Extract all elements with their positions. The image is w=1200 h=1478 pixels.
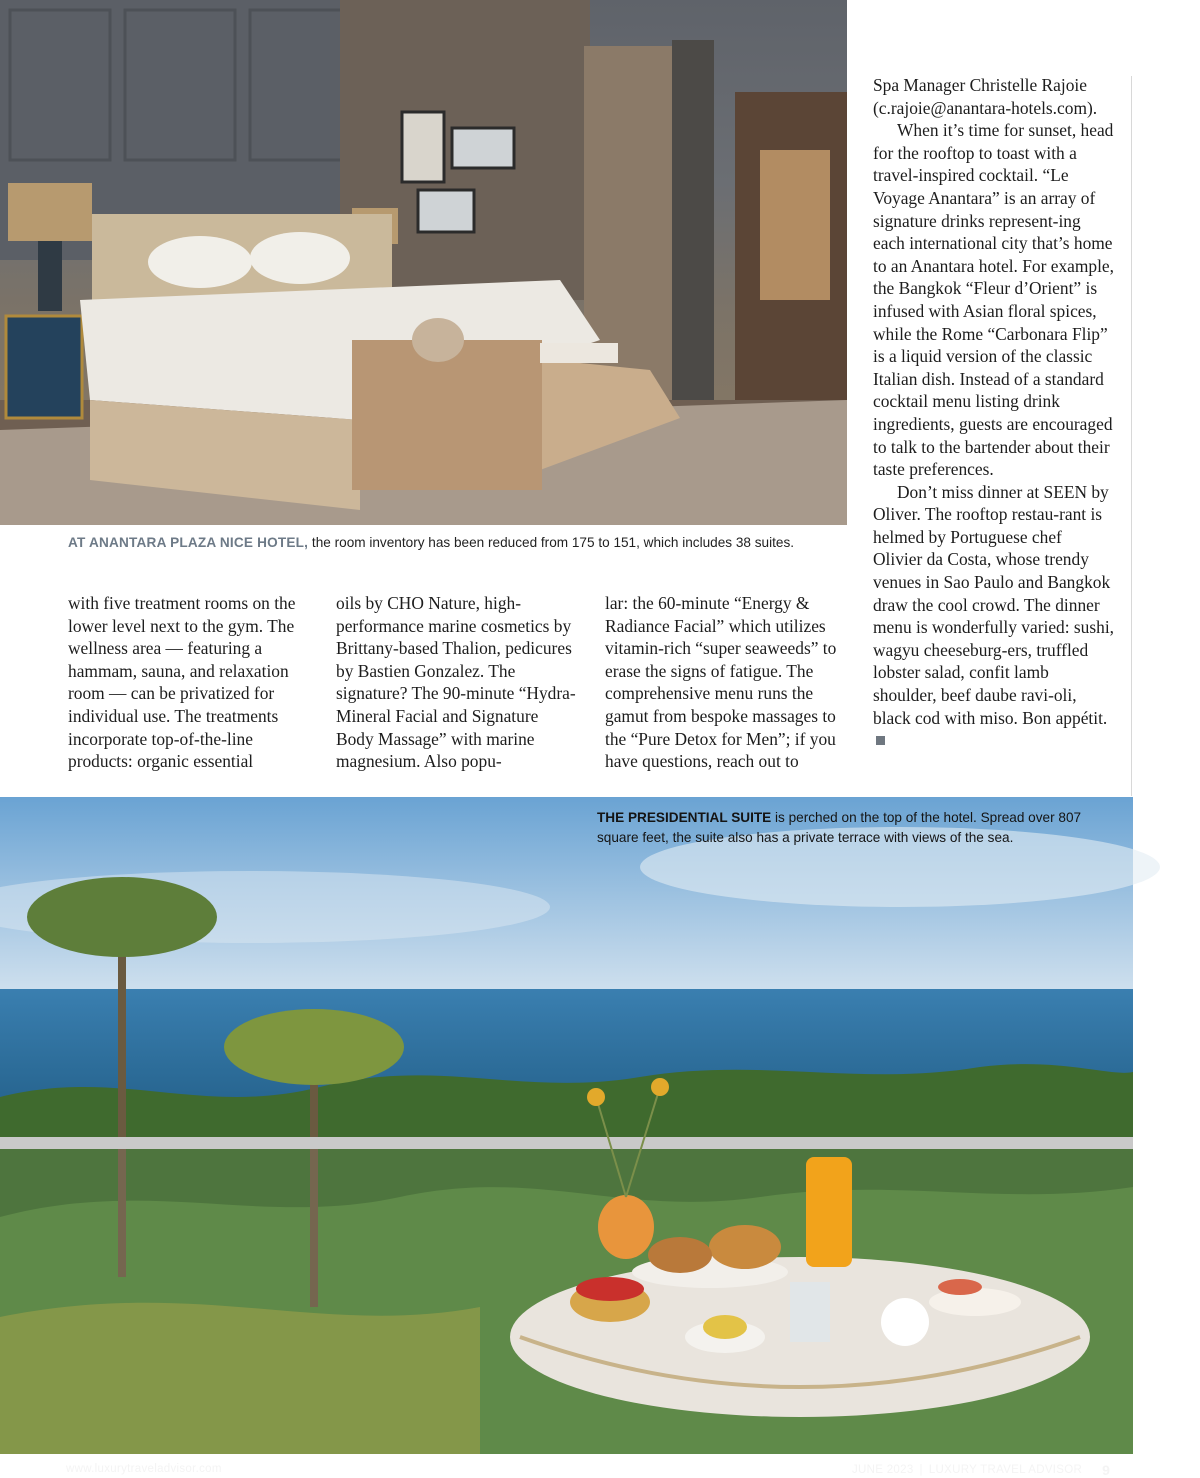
article-paragraph: When it’s time for sunset, head for the rooftop to toast with a travel-inspired cocktail. “Le Voyage Anantara” is an array of signature drinks represent-ing each international city that’s home to an Anantara hotel. For example, the Bangkok “Fleur d’Orient” is infused with Asian floral spices, while the Rome “Carbonara Flip” is a liquid version of the classic Italian dish. Instead of a standard cocktail menu listing drink ingredients, guests are encouraged to talk to the bartender about their taste preferences.: [873, 120, 1114, 480]
caption-text: is perched on the top of the hotel. Spread over 807 square feet, the suite also has a private terrace with views of the sea.: [597, 810, 1082, 845]
article-paragraph: [873, 481, 1115, 752]
caption-lead: THE PRESIDENTIAL SUITE: [597, 810, 772, 825]
article-column-1: with five treatment rooms on the lower level next to the gym. The wellness area — featuring a hammam, sauna, and relaxation room — can be privatized for individual use. The treatments incorporate top-of-the-line products: organic essential: [68, 593, 296, 772]
article-paragraph-text: Don’t miss dinner at SEEN by Oliver. The rooftop restau-rant is helmed by Portuguese chef Olivier da Costa, whose trendy venues in Sao Paulo and Bangkok draw the cool crowd. The dinner menu is wonderfully varied: sushi, wagyu cheeseburg-ers, truffled lobster salad, confit lamb shoulder, beef daube ravi-oli, black cod with miso. Bon appétit.: [873, 481, 1115, 728]
bedroom-photo: [0, 0, 847, 525]
article-column-2: oils by CHO Nature, high-performance marine cosmetics by Brittany-based Thalion, pedicures by Bastien Gonzalez. The signature? The 90-minute “Hydra-Mineral Facial and Signature Body Massage” with marine magnesium. Also popu-: [336, 593, 576, 772]
photo-caption-top: [68, 533, 828, 552]
column-rule: [1131, 76, 1132, 796]
article-paragraph: Spa Manager Christelle Rajoie (c.rajoie@anantara-hotels.com).: [873, 75, 1098, 118]
footer-separator: |: [919, 1464, 923, 1476]
footer-issue-date: JUNE 2023: [852, 1464, 914, 1476]
end-of-article-mark: [876, 736, 885, 745]
footer-publication-name: LUXURY TRAVEL ADVISOR: [928, 1464, 1083, 1476]
caption-lead: AT ANANTARA PLAZA NICE HOTEL,: [68, 535, 309, 550]
right-article-column: [873, 74, 1115, 752]
footer-website-url: www.luxurytraveladvisor.com: [66, 1463, 222, 1475]
terrace-photo: [0, 797, 1133, 1454]
caption-text: the room inventory has been reduced from 175 to 151, which includes 38 suites.: [308, 535, 795, 550]
page-number: 9: [1102, 1462, 1111, 1478]
photo-caption-bottom: [597, 808, 1122, 848]
footer-folio: [852, 1462, 1110, 1478]
article-column-3: lar: the 60-minute “Energy & Radiance Facial” which utilizes vitamin-rich “super seaweeds” to erase the signs of fatigue. The comprehensive menu runs the gamut from bespoke massages to the “Pure Detox for Men”; if you have questions, reach out to: [605, 593, 837, 772]
